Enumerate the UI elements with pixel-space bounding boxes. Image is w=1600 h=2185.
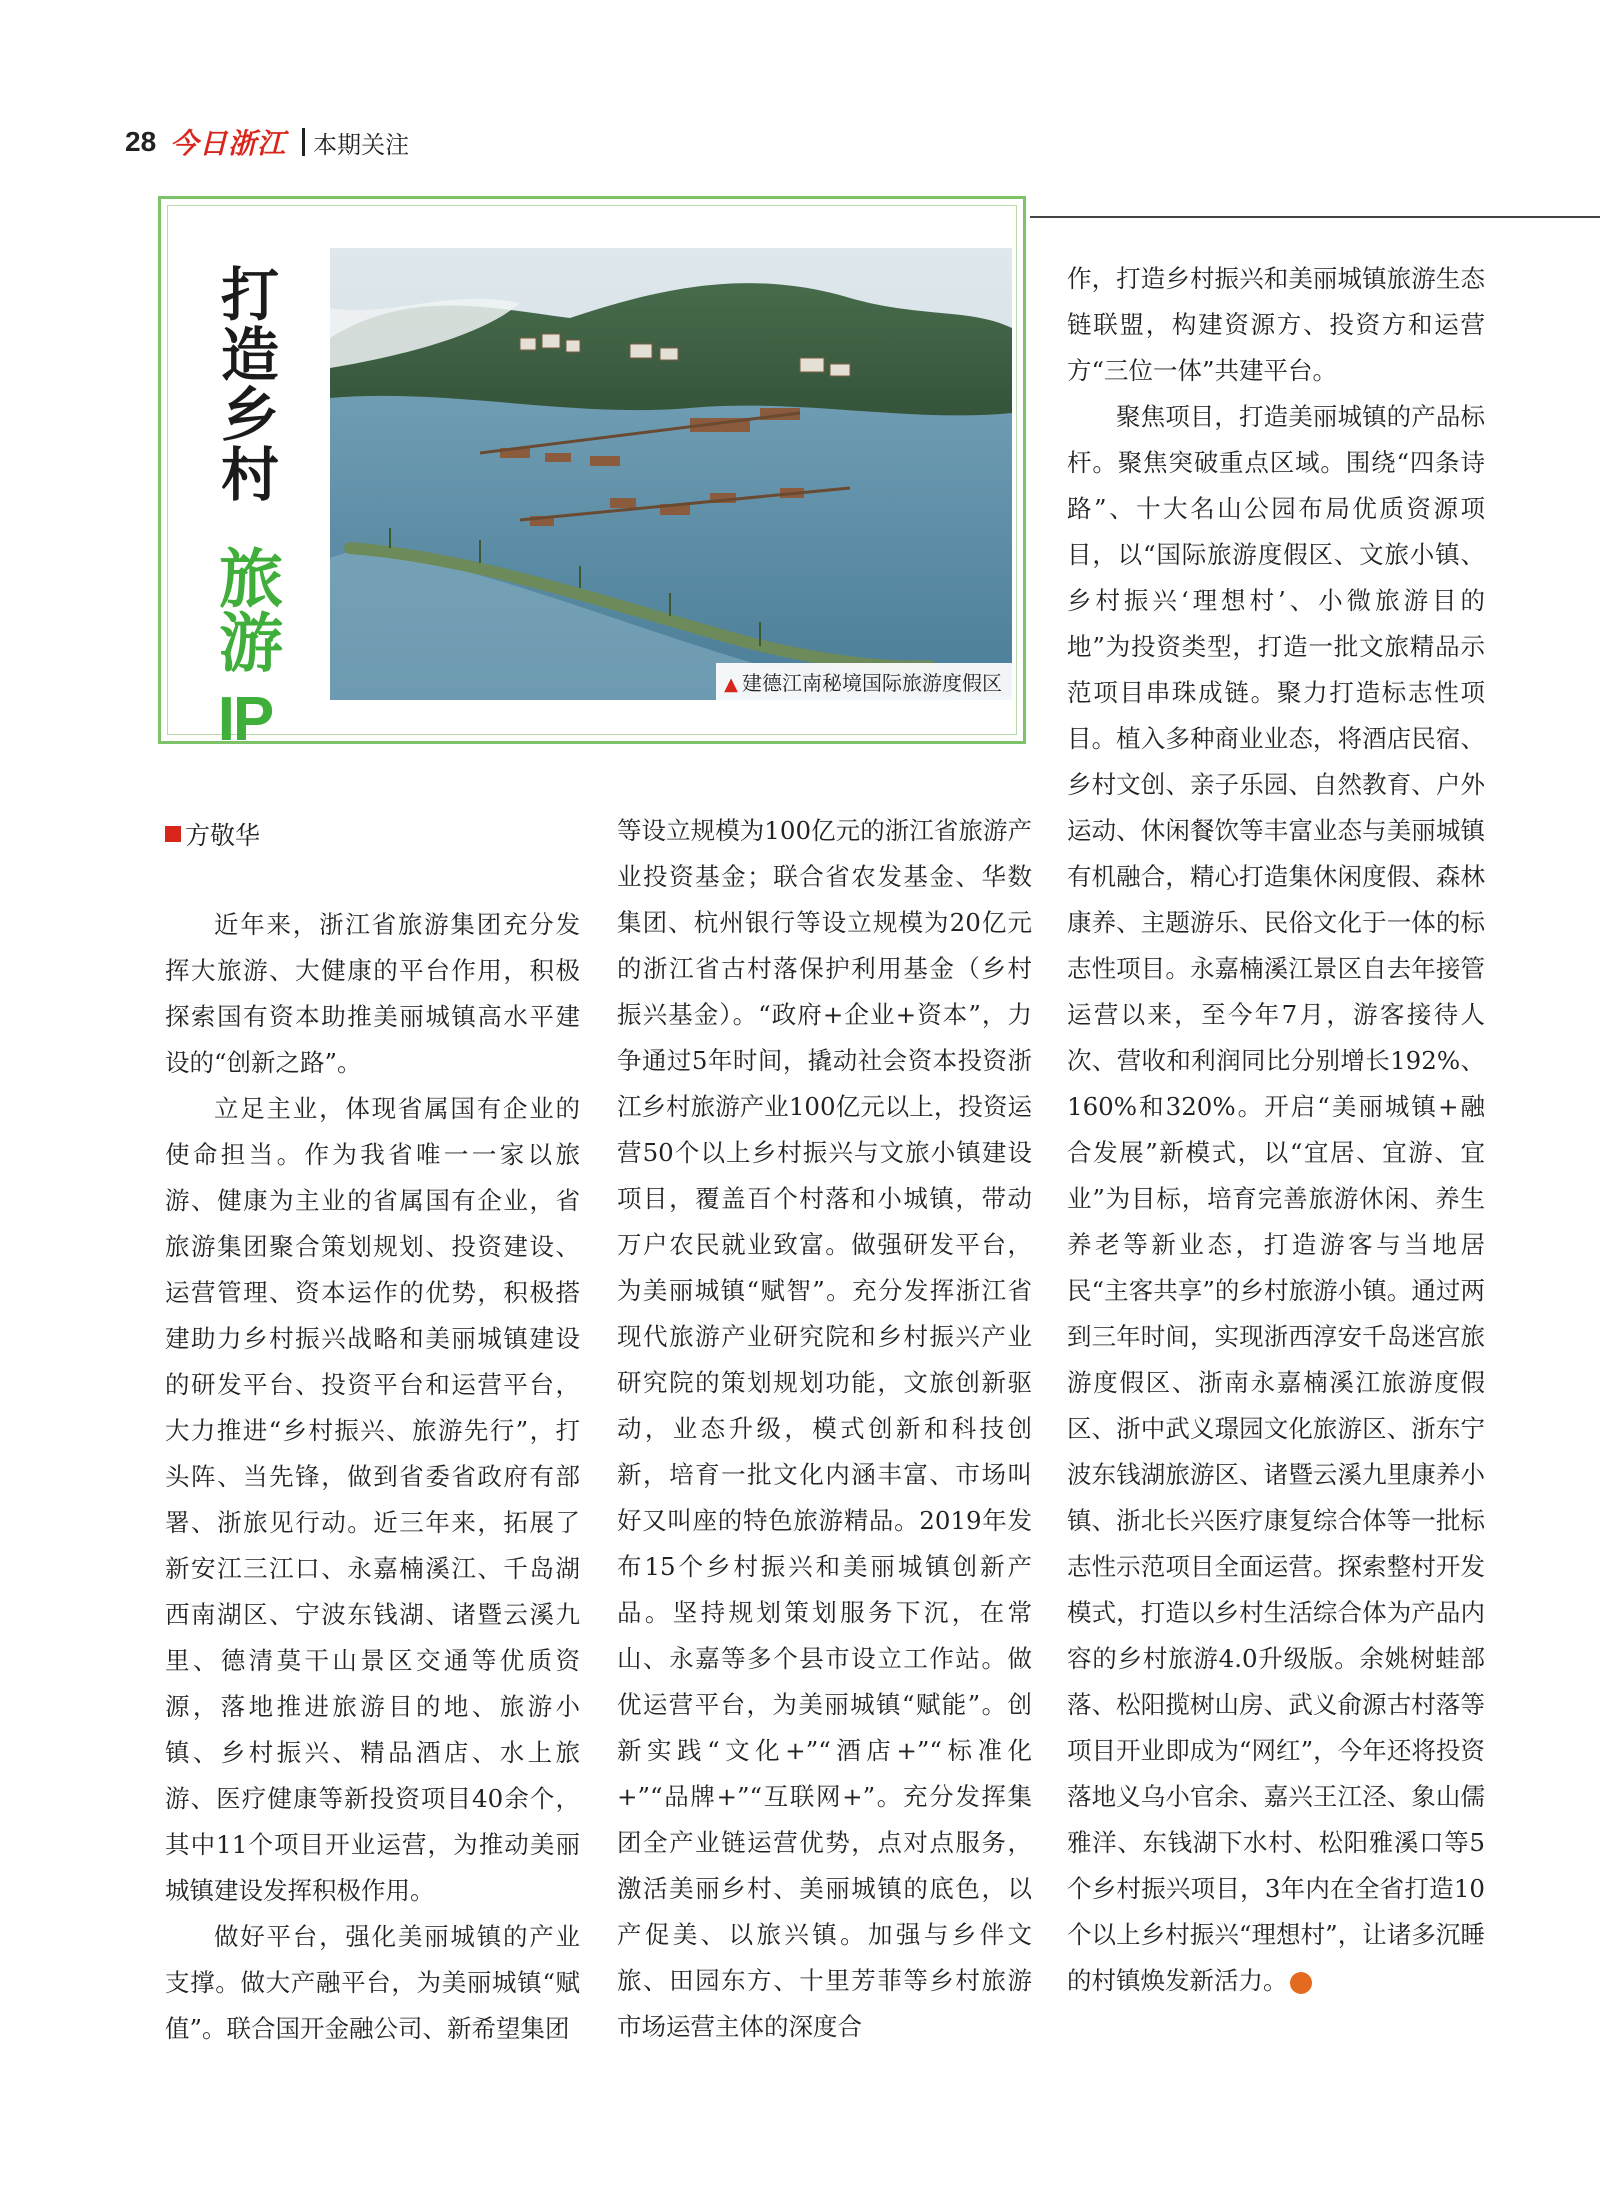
- end-mark-icon: 今: [1290, 1972, 1312, 1994]
- page-number: 28: [125, 126, 157, 157]
- paragraph-lead: 立足主业，体现省属国有企业的使命担当。: [165, 1094, 580, 1169]
- top-rule-divider: [1030, 216, 1600, 218]
- paragraph-lead: 做好平台，强化美丽城镇的产业支撑。: [165, 1922, 580, 1997]
- paragraph-lead: 聚焦项目，打造美丽城镇的产品标杆。: [1067, 402, 1485, 477]
- paragraph: [165, 1914, 580, 2052]
- article-column-3: [1067, 256, 1485, 2004]
- title-line-1: 打造乡村: [211, 264, 279, 504]
- paragraph: [165, 1086, 580, 1914]
- paragraph-body: 聚焦突破重点区域。围绕“四条诗路”、十大名山公园布局优质资源项目，以“国际旅游度假区、文旅小镇、乡村振兴‘理想村’、小微旅游目的地”为投资类型，打造一批文旅精品示范项目串珠成链。聚力打造标志性项目。植入多种商业业态，将酒店民宿、乡村文创、亲子乐园、自然教育、户外运动、休闲餐饮等丰富业态与美丽城镇有机融合，精心打造集休闲度假、森林康养、主题游乐、民俗文化于一体的标志性项目。永嘉楠溪江景区自去年接管运营以来，至今年7月，游客接待人次、营收和利润同比分别增长192%、160%和320%。开启“美丽城镇+融合发展”新模式，以“宜居、宜游、宜业”为目标，培育完善旅游休闲、养生养老等新业态，打造游客与当地居民“主客共享”的乡村旅游小镇。通过两到三年时间，实现浙西淳安千岛迷宫旅游度假区、浙南永嘉楠溪江旅游度假区、浙中武义璟园文化旅游区、浙东宁波东钱湖旅游区、诸暨云溪九里康养小镇、浙北长兴医疗康复综合体等一批标志性示范项目全面运营。探索整村开发模式，打造以乡村生活综合体为产品内容的乡村旅游4.0升级版。余姚树蛙部落、松阳揽树山房、武义俞源古村落等项目开业即成为“网红”，今年还将投资落地义乌小官余、嘉兴王江泾、象山儒雅洋、东钱湖下水村、松阳雅溪口等5个乡村振兴项目，3年内在全省打造10个以上乡村振兴“理想村”，让诸多沉睡的村镇焕发新活力。: [1067, 448, 1485, 1995]
- paragraph: 作，打造乡村振兴和美丽城镇旅游生态链联盟，构建资源方、投资方和运营方“三位一体”共建平台。: [1067, 264, 1485, 385]
- paragraph-body: 做大产融平台，为美丽城镇“赋值”。联合国开金融公司、新希望集团: [165, 1968, 580, 2043]
- caption-text: 建德江南秘境国际旅游度假区: [742, 671, 1002, 695]
- article-title: [205, 248, 285, 755]
- title-line-3: IP: [217, 685, 273, 754]
- author-name: 方敬华: [185, 821, 261, 850]
- title-line-2: 旅游: [208, 545, 282, 673]
- caption-triangle-icon: ▲: [724, 674, 738, 695]
- article-column-2: [617, 808, 1032, 2050]
- paragraph: 等设立规模为100亿元的浙江省旅游产业投资基金；联合省农发基金、华数集团、杭州银行等设立规模为20亿元的浙江省古村落保护利用基金（乡村振兴基金）。“政府+企业+资本”，力争通过5年时间，撬动社会资本投资浙江乡村旅游产业100亿元以上，投资运营50个以上乡村振兴与文旅小镇建设项目，覆盖百个村落和小城镇，带动万户农民就业致富。做强研发平台，为美丽城镇“赋智”。充分发挥浙江省现代旅游产业研究院和乡村振兴产业研究院的策划规划功能，文旅创新驱动，业态升级，模式创新和科技创新，培育一批文化内涵丰富、市场叫好又叫座的特色旅游精品。2019年发布15个乡村振兴和美丽城镇创新产品。坚持规划策划服务下沉，在常山、永嘉等多个县市设立工作站。做优运营平台，为美丽城镇“赋能”。创新实践“文化+”“酒店+”“标准化+”“品牌+”“互联网+”。充分发挥集团全产业链运营优势，点对点服务，激活美丽乡村、美丽城镇的底色，以产促美、以旅兴镇。加强与乡伴文旅、田园东方、十里芳菲等乡村旅游市场运营主体的深度合: [617, 816, 1032, 2041]
- photo-caption: [716, 663, 1012, 700]
- paragraph: 近年来，浙江省旅游集团充分发挥大旅游、大健康的平台作用，积极探索国有资本助推美丽城镇高水平建设的“创新之路”。: [165, 910, 580, 1077]
- header-divider: [302, 128, 305, 156]
- section-title: 本期关注: [313, 130, 410, 159]
- magazine-logo: 今日浙江: [170, 127, 287, 160]
- resort-photo: [330, 248, 1012, 700]
- author-square-icon: [165, 826, 181, 842]
- paragraph: [1067, 394, 1485, 2004]
- page-header: [125, 122, 409, 162]
- paragraph-body: 作为我省唯一一家以旅游、健康为主业的省属国有企业，省旅游集团聚合策划规划、投资建设、运营管理、资本运作的优势，积极搭建助力乡村振兴战略和美丽城镇建设的研发平台、投资平台和运营平台，大力推进“乡村振兴、旅游先行”，打头阵、当先锋，做到省委省政府有部署、浙旅见行动。近三年来，拓展了新安江三江口、永嘉楠溪江、千岛湖西南湖区、宁波东钱湖、诸暨云溪九里、德清莫干山景区交通等优质资源，落地推进旅游目的地、旅游小镇、乡村振兴、精品酒店、水上旅游、医疗健康等新投资项目40余个，其中11个项目开业运营，为推动美丽城镇建设发挥积极作用。: [165, 1140, 581, 1905]
- author-byline: [165, 816, 260, 852]
- article-column-1: [165, 902, 580, 2052]
- resort-aerial-illustration: [330, 248, 1012, 700]
